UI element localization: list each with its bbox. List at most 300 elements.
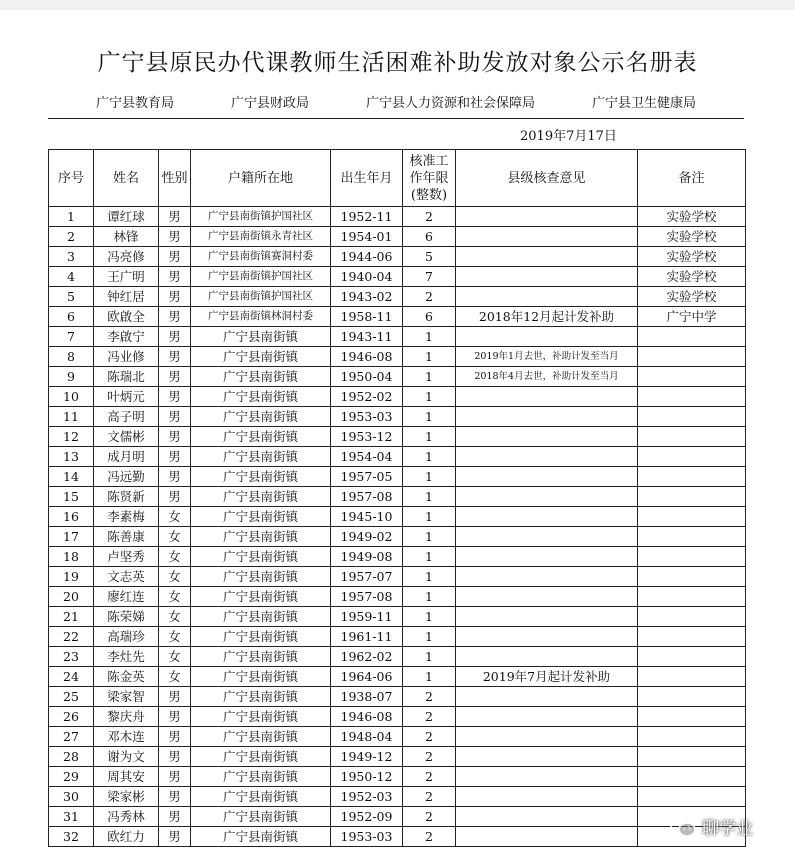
department-human-resources: 广宁县人力资源和社会保障局 — [365, 96, 535, 111]
cell-seq: 28 — [49, 747, 94, 767]
cell-address: 广宁县南街镇护国社区 — [191, 267, 331, 287]
cell-gender: 男 — [159, 287, 191, 307]
cell-limit: 2 — [403, 767, 456, 787]
cell-seq: 17 — [49, 527, 94, 547]
cell-remark — [638, 527, 746, 547]
table-row — [49, 467, 746, 487]
cell-birth: 1944-06 — [331, 247, 403, 267]
cell-birth: 1950-04 — [331, 367, 403, 387]
cell-address: 广宁县南街镇 — [191, 607, 331, 627]
cell-gender: 女 — [159, 627, 191, 647]
table-row — [49, 287, 746, 307]
cell-birth: 1946-08 — [331, 707, 403, 727]
cell-limit: 6 — [403, 227, 456, 247]
cell-remark — [638, 327, 746, 347]
cell-birth: 1962-02 — [331, 647, 403, 667]
cell-gender: 男 — [159, 787, 191, 807]
header-remark: 备注 — [638, 150, 746, 207]
cell-opinion — [456, 427, 638, 447]
cell-remark — [638, 447, 746, 467]
page-top-strip — [0, 0, 795, 10]
cell-opinion — [456, 467, 638, 487]
cell-gender: 男 — [159, 207, 191, 227]
header-work-years: 核准工作年限(整数) — [403, 150, 456, 207]
table-row — [49, 667, 746, 687]
table-row — [49, 647, 746, 667]
cell-seq: 5 — [49, 287, 94, 307]
cell-birth: 1938-07 — [331, 687, 403, 707]
cell-birth: 1952-02 — [331, 387, 403, 407]
cell-birth: 1943-11 — [331, 327, 403, 347]
cell-address: 广宁县南街镇 — [191, 707, 331, 727]
cell-limit: 1 — [403, 547, 456, 567]
table-row — [49, 607, 746, 627]
cell-seq: 32 — [49, 827, 94, 847]
cell-opinion — [456, 807, 638, 827]
cell-seq: 15 — [49, 487, 94, 507]
cell-address: 广宁县南街镇 — [191, 627, 331, 647]
cell-remark — [638, 347, 746, 367]
department-health: 广宁县卫生健康局 — [591, 96, 696, 111]
watermark-text: 聊学业 — [702, 819, 753, 839]
cell-birth: 1952-03 — [331, 787, 403, 807]
cell-opinion — [456, 567, 638, 587]
cell-opinion — [456, 587, 638, 607]
table-row — [49, 807, 746, 827]
cell-limit: 2 — [403, 687, 456, 707]
cell-limit: 1 — [403, 447, 456, 467]
cell-opinion — [456, 607, 638, 627]
cell-opinion — [456, 267, 638, 287]
cell-name: 李啟宁 — [94, 327, 159, 347]
department-finance: 广宁县财政局 — [230, 96, 309, 111]
table-row — [49, 827, 746, 847]
cell-name: 钟红居 — [94, 287, 159, 307]
cell-name: 卢坚秀 — [94, 547, 159, 567]
cell-remark — [638, 367, 746, 387]
cell-birth: 1949-12 — [331, 747, 403, 767]
header-name: 姓名 — [94, 150, 159, 207]
cell-address: 广宁县南街镇 — [191, 447, 331, 467]
cell-limit: 6 — [403, 307, 456, 327]
cell-name: 冯远勤 — [94, 467, 159, 487]
cell-opinion — [456, 487, 638, 507]
cell-birth: 1952-11 — [331, 207, 403, 227]
cell-opinion — [456, 827, 638, 847]
cell-gender: 男 — [159, 347, 191, 367]
table-row — [49, 247, 746, 267]
cell-name: 陈荣娣 — [94, 607, 159, 627]
cell-opinion: 2019年1月去世，补助计发至当月 — [456, 347, 638, 367]
cell-address: 广宁县南街镇 — [191, 767, 331, 787]
table-row — [49, 687, 746, 707]
cell-address: 广宁县南街镇 — [191, 747, 331, 767]
cell-address: 广宁县南街镇 — [191, 687, 331, 707]
cell-birth: 1958-11 — [331, 307, 403, 327]
cell-seq: 31 — [49, 807, 94, 827]
cell-name: 欧红力 — [94, 827, 159, 847]
table-row — [49, 587, 746, 607]
cell-address: 广宁县南街镇 — [191, 527, 331, 547]
cell-remark — [638, 507, 746, 527]
cell-birth: 1950-12 — [331, 767, 403, 787]
cell-gender: 男 — [159, 307, 191, 327]
header-divider — [48, 118, 744, 119]
department-education: 广宁县教育局 — [96, 96, 175, 111]
cell-opinion — [456, 747, 638, 767]
table-row — [49, 627, 746, 647]
cell-gender: 男 — [159, 807, 191, 827]
cell-limit: 2 — [403, 747, 456, 767]
cell-address: 广宁县南街镇赛洞村委 — [191, 247, 331, 267]
cell-address: 广宁县南街镇 — [191, 407, 331, 427]
cell-limit: 2 — [403, 787, 456, 807]
cell-birth: 1943-02 — [331, 287, 403, 307]
wechat-icon — [670, 816, 696, 838]
cell-name: 邓木连 — [94, 727, 159, 747]
cell-birth: 1953-03 — [331, 827, 403, 847]
cell-remark — [638, 487, 746, 507]
cell-address: 广宁县南街镇 — [191, 727, 331, 747]
cell-seq: 16 — [49, 507, 94, 527]
cell-address: 广宁县南街镇 — [191, 507, 331, 527]
cell-birth: 1952-09 — [331, 807, 403, 827]
cell-limit: 1 — [403, 647, 456, 667]
cell-opinion — [456, 627, 638, 647]
cell-birth: 1954-04 — [331, 447, 403, 467]
cell-name: 林锋 — [94, 227, 159, 247]
cell-seq: 21 — [49, 607, 94, 627]
cell-birth: 1954-01 — [331, 227, 403, 247]
cell-address: 广宁县南街镇 — [191, 827, 331, 847]
cell-gender: 女 — [159, 507, 191, 527]
cell-seq: 4 — [49, 267, 94, 287]
cell-limit: 1 — [403, 367, 456, 387]
cell-gender: 男 — [159, 827, 191, 847]
cell-opinion: 2018年12月起计发补助 — [456, 307, 638, 327]
header-birth: 出生年月 — [331, 150, 403, 207]
cell-gender: 女 — [159, 667, 191, 687]
cell-limit: 2 — [403, 707, 456, 727]
cell-gender: 女 — [159, 527, 191, 547]
cell-gender: 男 — [159, 467, 191, 487]
cell-limit: 2 — [403, 287, 456, 307]
cell-name: 冯亮修 — [94, 247, 159, 267]
cell-name: 陈贤新 — [94, 487, 159, 507]
cell-address: 广宁县南街镇 — [191, 387, 331, 407]
cell-birth: 1957-08 — [331, 587, 403, 607]
table-row — [49, 567, 746, 587]
cell-remark — [638, 767, 746, 787]
cell-gender: 男 — [159, 727, 191, 747]
cell-address: 广宁县南街镇 — [191, 347, 331, 367]
cell-birth: 1957-07 — [331, 567, 403, 587]
cell-opinion — [456, 507, 638, 527]
cell-limit: 1 — [403, 427, 456, 447]
cell-opinion — [456, 327, 638, 347]
cell-gender: 男 — [159, 367, 191, 387]
cell-limit: 1 — [403, 667, 456, 687]
cell-name: 梁家智 — [94, 687, 159, 707]
cell-seq: 30 — [49, 787, 94, 807]
cell-seq: 20 — [49, 587, 94, 607]
cell-limit: 2 — [403, 827, 456, 847]
cell-opinion — [456, 787, 638, 807]
table-row — [49, 787, 746, 807]
cell-birth: 1957-05 — [331, 467, 403, 487]
cell-remark — [638, 547, 746, 567]
page-title: 广宁县原民办代课教师生活困难补助发放对象公示名册表 — [97, 50, 698, 76]
cell-opinion — [456, 767, 638, 787]
cell-limit: 1 — [403, 527, 456, 547]
cell-birth: 1940-04 — [331, 267, 403, 287]
cell-remark — [638, 667, 746, 687]
cell-birth: 1945-10 — [331, 507, 403, 527]
cell-name: 高瑞珍 — [94, 627, 159, 647]
table-row — [49, 407, 746, 427]
cell-limit: 1 — [403, 347, 456, 367]
cell-address: 广宁县南街镇 — [191, 787, 331, 807]
cell-name: 叶炳元 — [94, 387, 159, 407]
cell-limit: 7 — [403, 267, 456, 287]
cell-birth: 1949-02 — [331, 527, 403, 547]
cell-opinion — [456, 527, 638, 547]
cell-opinion — [456, 727, 638, 747]
cell-gender: 女 — [159, 647, 191, 667]
cell-opinion — [456, 447, 638, 467]
cell-opinion — [456, 287, 638, 307]
cell-name: 梁家彬 — [94, 787, 159, 807]
cell-seq: 22 — [49, 627, 94, 647]
table-row — [49, 207, 746, 227]
cell-name: 成月明 — [94, 447, 159, 467]
cell-gender: 男 — [159, 227, 191, 247]
roster-body — [49, 207, 746, 847]
cell-seq: 1 — [49, 207, 94, 227]
cell-remark — [638, 407, 746, 427]
cell-limit: 2 — [403, 807, 456, 827]
cell-name: 欧啟全 — [94, 307, 159, 327]
cell-gender: 男 — [159, 747, 191, 767]
cell-name: 谢为文 — [94, 747, 159, 767]
cell-remark: 实验学校 — [638, 207, 746, 227]
cell-birth: 1953-03 — [331, 407, 403, 427]
cell-opinion — [456, 647, 638, 667]
table-header-row — [49, 150, 746, 207]
cell-name: 高子明 — [94, 407, 159, 427]
roster-table — [48, 149, 746, 847]
cell-name: 陈善康 — [94, 527, 159, 547]
cell-limit: 2 — [403, 207, 456, 227]
table-row — [49, 547, 746, 567]
cell-seq: 10 — [49, 387, 94, 407]
cell-name: 文儒彬 — [94, 427, 159, 447]
table-row — [49, 447, 746, 467]
table-row — [49, 347, 746, 367]
cell-address: 广宁县南街镇 — [191, 367, 331, 387]
cell-gender: 男 — [159, 407, 191, 427]
cell-birth: 1959-11 — [331, 607, 403, 627]
cell-address: 广宁县南街镇 — [191, 647, 331, 667]
cell-address: 广宁县南街镇护国社区 — [191, 287, 331, 307]
cell-address: 广宁县南街镇 — [191, 667, 331, 687]
cell-address: 广宁县南街镇 — [191, 467, 331, 487]
cell-opinion — [456, 207, 638, 227]
cell-seq: 8 — [49, 347, 94, 367]
cell-address: 广宁县南街镇 — [191, 587, 331, 607]
cell-limit: 2 — [403, 727, 456, 747]
cell-seq: 26 — [49, 707, 94, 727]
cell-remark — [638, 627, 746, 647]
cell-remark — [638, 427, 746, 447]
cell-seq: 3 — [49, 247, 94, 267]
cell-gender: 女 — [159, 607, 191, 627]
cell-name: 李素梅 — [94, 507, 159, 527]
cell-remark: 实验学校 — [638, 267, 746, 287]
cell-address: 广宁县南街镇林洞村委 — [191, 307, 331, 327]
cell-limit: 5 — [403, 247, 456, 267]
cell-address: 广宁县南街镇 — [191, 547, 331, 567]
table-row — [49, 307, 746, 327]
cell-limit: 1 — [403, 387, 456, 407]
cell-remark: 实验学校 — [638, 247, 746, 267]
cell-opinion — [456, 247, 638, 267]
header-gender: 性别 — [159, 150, 191, 207]
table-row — [49, 327, 746, 347]
cell-birth: 1964-06 — [331, 667, 403, 687]
cell-gender: 女 — [159, 587, 191, 607]
cell-seq: 14 — [49, 467, 94, 487]
cell-opinion — [456, 687, 638, 707]
cell-limit: 1 — [403, 327, 456, 347]
cell-seq: 23 — [49, 647, 94, 667]
table-row — [49, 527, 746, 547]
cell-opinion — [456, 547, 638, 567]
cell-gender: 男 — [159, 247, 191, 267]
cell-gender: 男 — [159, 447, 191, 467]
cell-gender: 男 — [159, 327, 191, 347]
table-row — [49, 267, 746, 287]
cell-address: 广宁县南街镇护国社区 — [191, 207, 331, 227]
cell-remark — [638, 787, 746, 807]
cell-remark — [638, 647, 746, 667]
cell-limit: 1 — [403, 587, 456, 607]
table-row — [49, 487, 746, 507]
header-opinion: 县级核查意见 — [456, 150, 638, 207]
cell-limit: 1 — [403, 627, 456, 647]
cell-remark — [638, 687, 746, 707]
table-row — [49, 767, 746, 787]
cell-birth: 1961-11 — [331, 627, 403, 647]
cell-name: 周其安 — [94, 767, 159, 787]
table-row — [49, 747, 746, 767]
cell-address: 广宁县南街镇 — [191, 427, 331, 447]
cell-remark — [638, 607, 746, 627]
cell-gender: 男 — [159, 387, 191, 407]
cell-opinion: 2019年7月起计发补助 — [456, 667, 638, 687]
cell-limit: 1 — [403, 607, 456, 627]
cell-limit: 1 — [403, 467, 456, 487]
cell-remark — [638, 747, 746, 767]
cell-limit: 1 — [403, 567, 456, 587]
cell-gender: 男 — [159, 427, 191, 447]
cell-seq: 18 — [49, 547, 94, 567]
cell-seq: 25 — [49, 687, 94, 707]
cell-seq: 7 — [49, 327, 94, 347]
table-row — [49, 367, 746, 387]
cell-name: 陈瑞北 — [94, 367, 159, 387]
header-seq: 序号 — [49, 150, 94, 207]
cell-opinion: 2018年4月去世，补助计发至当月 — [456, 367, 638, 387]
cell-seq: 6 — [49, 307, 94, 327]
cell-remark: 广宁中学 — [638, 307, 746, 327]
cell-address: 广宁县南街镇 — [191, 487, 331, 507]
cell-seq: 9 — [49, 367, 94, 387]
cell-birth: 1946-08 — [331, 347, 403, 367]
cell-birth: 1948-04 — [331, 727, 403, 747]
cell-remark — [638, 707, 746, 727]
watermark — [670, 814, 753, 839]
cell-name: 黎庆舟 — [94, 707, 159, 727]
table-row — [49, 227, 746, 247]
cell-name: 廖红连 — [94, 587, 159, 607]
cell-gender: 女 — [159, 547, 191, 567]
cell-seq: 13 — [49, 447, 94, 467]
cell-seq: 27 — [49, 727, 94, 747]
cell-remark: 实验学校 — [638, 227, 746, 247]
cell-gender: 女 — [159, 567, 191, 587]
cell-gender: 男 — [159, 707, 191, 727]
table-row — [49, 727, 746, 747]
cell-birth: 1953-12 — [331, 427, 403, 447]
cell-opinion — [456, 387, 638, 407]
cell-address: 广宁县南街镇 — [191, 567, 331, 587]
cell-name: 谭红球 — [94, 207, 159, 227]
cell-opinion — [456, 707, 638, 727]
cell-seq: 24 — [49, 667, 94, 687]
table-row — [49, 707, 746, 727]
cell-birth: 1949-08 — [331, 547, 403, 567]
cell-name: 王广明 — [94, 267, 159, 287]
cell-remark — [638, 727, 746, 747]
cell-address: 广宁县南街镇 — [191, 807, 331, 827]
cell-opinion — [456, 407, 638, 427]
cell-seq: 29 — [49, 767, 94, 787]
cell-address: 广宁县南街镇 — [191, 327, 331, 347]
cell-limit: 1 — [403, 487, 456, 507]
cell-opinion — [456, 227, 638, 247]
cell-remark — [638, 587, 746, 607]
table-row — [49, 427, 746, 447]
cell-remark — [638, 467, 746, 487]
cell-seq: 11 — [49, 407, 94, 427]
publish-date: 2019年7月17日 — [520, 129, 617, 144]
table-row — [49, 387, 746, 407]
cell-seq: 19 — [49, 567, 94, 587]
cell-gender: 男 — [159, 767, 191, 787]
department-list — [96, 92, 696, 111]
cell-remark: 实验学校 — [638, 287, 746, 307]
cell-birth: 1957-08 — [331, 487, 403, 507]
cell-remark — [638, 567, 746, 587]
cell-gender: 男 — [159, 487, 191, 507]
cell-remark — [638, 387, 746, 407]
cell-name: 文志英 — [94, 567, 159, 587]
cell-name: 冯秀林 — [94, 807, 159, 827]
table-row — [49, 507, 746, 527]
cell-seq: 12 — [49, 427, 94, 447]
cell-limit: 1 — [403, 407, 456, 427]
